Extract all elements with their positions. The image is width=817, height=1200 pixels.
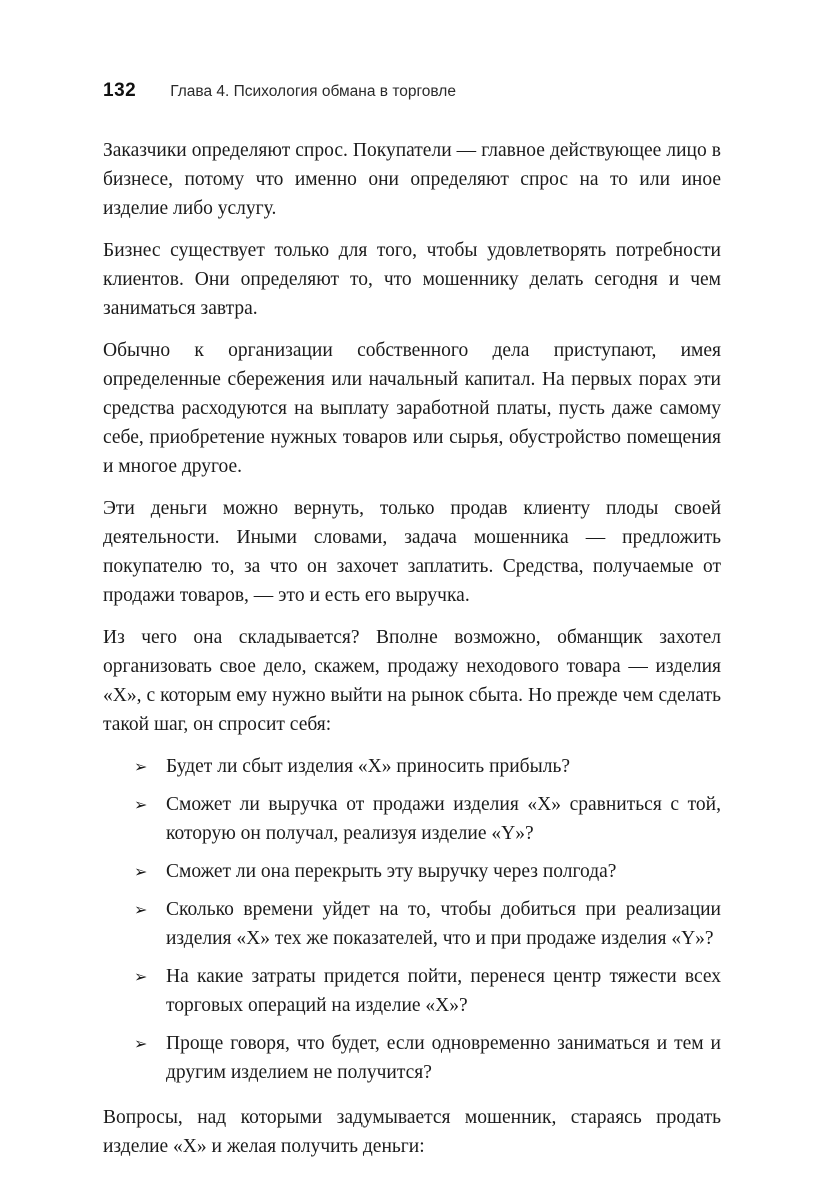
list-item: [103, 1029, 721, 1087]
arrow-bullet-icon: ➢: [134, 967, 148, 986]
list-item-text: Сколько времени уйдет на то, чтобы добиться при реализации изделия «X» тех же показателей, что и при продаже изделия «Y»?: [166, 899, 721, 949]
list-item-text: На какие затраты придется пойти, перенеся центр тяжести всех торговых операций на изделие «X»?: [166, 966, 721, 1016]
running-head: [103, 80, 721, 102]
arrow-bullet-icon: ➢: [134, 795, 148, 814]
arrow-bullet-icon: ➢: [134, 1034, 148, 1053]
paragraph: Из чего она складывается? Вполне возможно, обманщик захотел организовать свое дело, скажем, продажу неходового товара — изделия «X», с которым ему нужно выйти на рынок сбыта. Но прежде чем сделать такой шаг, он спросит себя:: [103, 627, 721, 735]
paragraph: Заказчики определяют спрос. Покупатели — главное действующее лицо в бизнесе, потому что именно они определяют спрос на то или иное изделие либо услугу.: [103, 140, 721, 219]
list-item-text: Сможет ли выручка от продажи изделия «X» сравниться с той, которую он получал, реализуя изделие «Y»?: [166, 794, 721, 844]
paragraph: Эти деньги можно вернуть, только продав клиенту плоды своей деятельности. Иными словами, задача мошенника — предложить покупателю то, за что он захочет заплатить. Средства, получаемые от продажи товаров, — это и есть его выручка.: [103, 498, 721, 606]
closing-paragraph: Вопросы, над которыми задумывается мошенник, стараясь продать изделие «X» и желая получить деньги:: [103, 1107, 721, 1157]
paragraph: Обычно к организации собственного дела приступают, имея определенные сбережения или начальный капитал. На первых порах эти средства расходуются на выплату заработной платы, пусть даже самому себе, приобретение нужных товаров или сырья, обустройство помещения и многое другое.: [103, 340, 721, 477]
closing-paragraph-wrap: [103, 1103, 721, 1161]
list-item: [103, 857, 721, 886]
body-text: [103, 136, 721, 1161]
page-content: [103, 80, 721, 1174]
arrow-bullet-icon: ➢: [134, 757, 148, 776]
list-item-text: Проще говоря, что будет, если одновременно заниматься и тем и другим изделием не получится?: [166, 1033, 721, 1083]
bullet-list: [103, 752, 721, 1087]
arrow-bullet-icon: ➢: [134, 900, 148, 919]
arrow-bullet-icon: ➢: [134, 862, 148, 881]
list-item-text: Будет ли сбыт изделия «X» приносить прибыль?: [166, 756, 570, 777]
chapter-title: Глава 4. Психология обмана в торговле: [170, 83, 456, 100]
list-item: [103, 962, 721, 1020]
list-item: [103, 790, 721, 848]
list-item: [103, 752, 721, 781]
page-number: 132: [103, 80, 137, 101]
paragraph: Бизнес существует только для того, чтобы удовлетворять потребности клиентов. Они определяют то, что мошеннику делать сегодня и чем заниматься завтра.: [103, 240, 721, 319]
list-item: [103, 895, 721, 953]
list-item-text: Сможет ли она перекрыть эту выручку через полгода?: [166, 861, 617, 882]
